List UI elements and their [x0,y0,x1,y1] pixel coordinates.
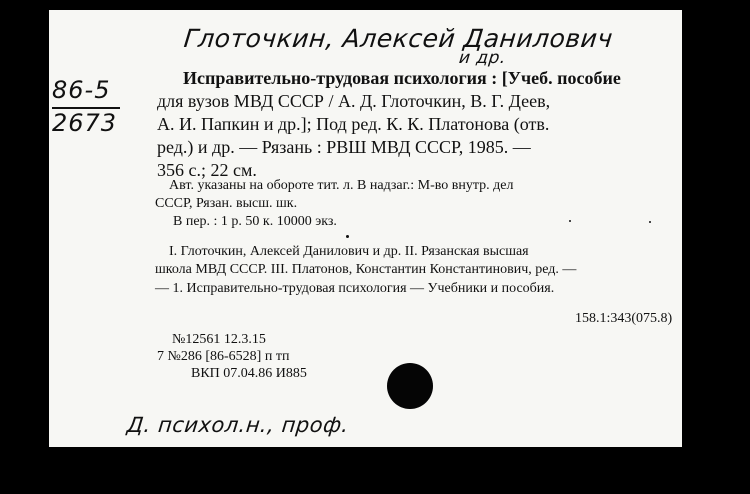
title-line-2: для вузов МВД СССР / А. Д. Глоточкин, В. Г. Деев, [157,91,551,111]
ink-speck [569,220,571,222]
title-line-5: 356 с.; 22 см. [157,160,257,180]
ink-speck [649,221,651,223]
handwritten-bottom-note: Д. психол.н., проф. [125,413,351,437]
notes-line-1: Авт. указаны на обороте тит. л. В надзаг.: М-во внутр. дел [169,178,514,193]
footer-line-1: №12561 12.3.15 [172,332,266,347]
classification-code: 158.1:343(075.8) [575,311,673,326]
tracings-line-1: I. Глоточкин, Алексей Данилович и др. II. Рязанская высшая [169,244,529,259]
handwritten-author: Глоточкин, Алексей Данилович [182,24,615,53]
title-line-1: Исправительно-трудовая психология : [Учеб. пособие [183,68,621,88]
footer-line-3: ВКП 07.04.86 И885 [191,366,307,381]
notes-line-3: В пер. : 1 р. 50 к. 10000 экз. [173,214,337,229]
handwritten-idr: и др. [457,48,507,68]
title-line-3: А. И. Папкин и др.]; Под ред. К. К. Платонова (отв. [157,114,550,134]
footer-line-2: 7 №286 [86-6528] п тп [157,349,290,364]
handwritten-class-number: 86-5 [52,76,111,104]
ink-speck [346,235,349,238]
notes-line-2: СССР, Рязан. высш. шк. [155,196,298,211]
catalog-card [49,10,682,447]
title-line-4: ред.) и др. — Рязань : РВШ МВД СССР, 1985. — [157,137,531,157]
handwritten-inventory-number: 2673 [52,109,118,137]
tracings-line-3: — 1. Исправительно-трудовая психология — Учебники и пособия. [155,281,555,296]
card-punch-hole [387,363,433,409]
tracings-line-2: школа МВД СССР. III. Платонов, Константин Константинович, ред. — [155,262,577,277]
